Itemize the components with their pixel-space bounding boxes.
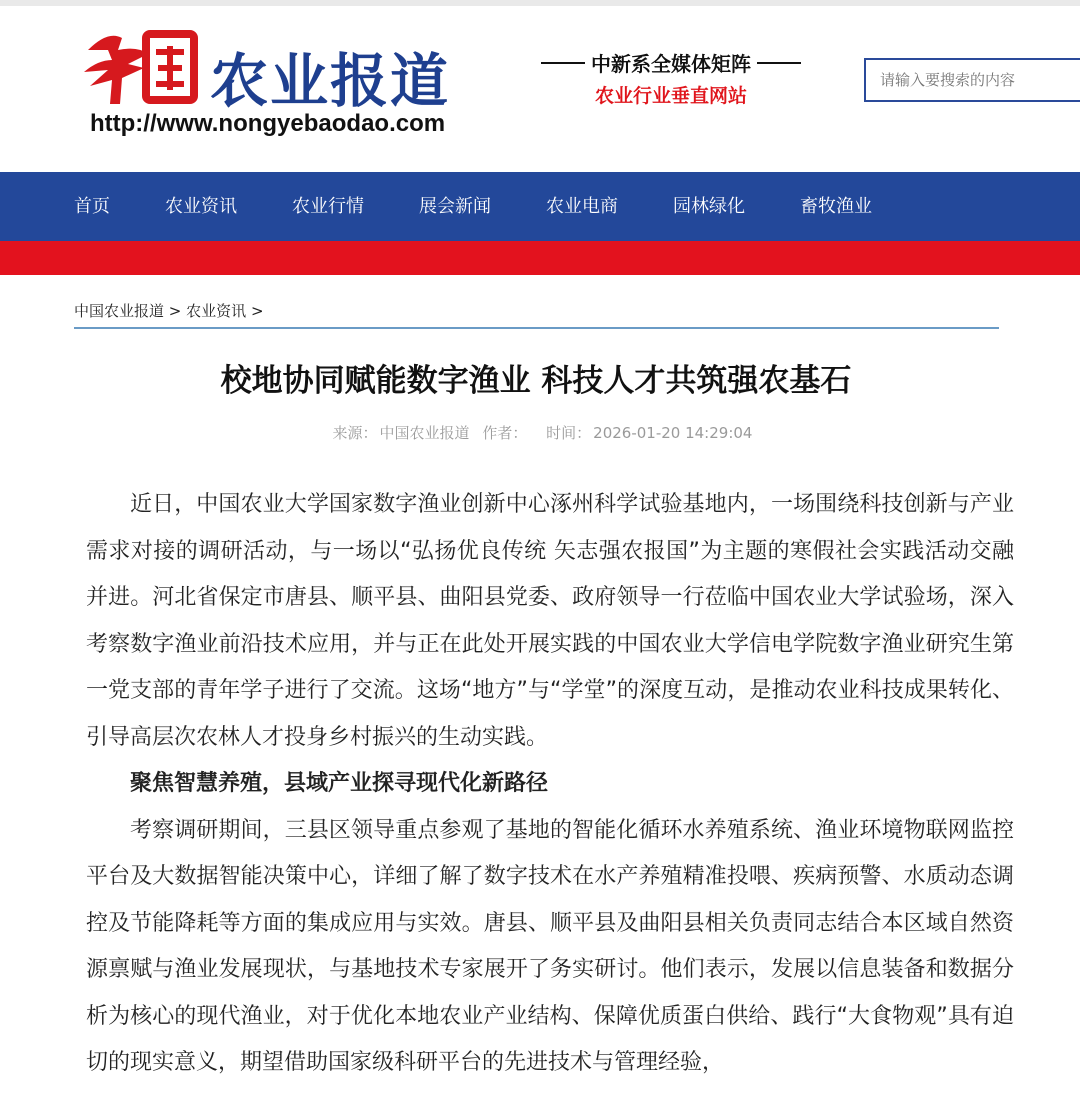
search-input[interactable] (864, 58, 1080, 102)
slogan-line-1 (536, 48, 806, 77)
breadcrumb-home[interactable]: 中国农业报道 (74, 302, 165, 320)
site-header (0, 6, 1080, 172)
breadcrumb-section[interactable]: 农业资讯 (186, 302, 247, 320)
breadcrumb-divider (74, 327, 999, 329)
dash-right (757, 62, 801, 64)
nav-item-agri-news[interactable]: 农业资讯 (165, 196, 237, 217)
main-nav (0, 172, 1080, 241)
slogan (536, 48, 806, 108)
breadcrumb-separator: > (250, 302, 264, 320)
nav-item-expo-news[interactable]: 展会新闻 (419, 196, 491, 217)
article-paragraph: 近日，中国农业大学国家数字渔业创新中心涿州科学试验基地内，一场围绕科技创新与产业需求对接的调研活动，与一场以“弘扬优良传统 矢志强农报国”为主题的寒假社会实践活动交融并进。河北省保定市唐县、顺平县、曲阳县党委、政府领导一行莅临中国农业大学试验场，深入考察数字渔业前沿技术应用，并与正在此处开展实践的中国农业大学信电学院数字渔业研究生第一党支部的青年学子进行了交流。这场“地方”与“学堂”的深度互动，是推动农业科技成果转化、引导高层次农林人才投身乡村振兴的生动实践。 (86, 492, 1014, 750)
time-label: 时间： (546, 424, 592, 442)
red-banner-bar (0, 241, 1080, 275)
article-title: 校地协同赋能数字渔业 科技人才共筑强农基石 (220, 363, 852, 399)
slogan-line-1-text: 中新系全媒体矩阵 (591, 52, 751, 76)
nav-item-landscaping[interactable]: 园林绿化 (673, 196, 745, 217)
logo-mark-icon (78, 20, 198, 112)
article-paragraph: 考察调研期间，三县区领导重点参观了基地的智能化循环水养殖系统、渔业环境物联网监控平台及大数据智能决策中心，详细了解了数字技术在水产养殖精准投喂、疾病预警、水质动态调控及节能降耗等方面的集成应用与实效。唐县、顺平县及曲阳县相关负责同志结合本区域自然资源禀赋与渔业发展现状，与基地技术专家展开了务实研讨。他们表示，发展以信息装备和数据分析为核心的现代渔业，对于优化本地农业产业结构、保障优质蛋白供给、践行“大食物观”具有迫切的现实意义，期望借助国家级科研平台的先进技术与管理经验， (86, 817, 1014, 1075)
nav-item-home[interactable]: 首页 (74, 196, 110, 217)
breadcrumb-separator: > (168, 302, 182, 320)
time-value: 2026-01-20 14:29:04 (593, 424, 753, 442)
site-logo[interactable] (78, 12, 498, 137)
nav-item-agri-market[interactable]: 农业行情 (292, 196, 364, 217)
logo-text: 农业报道 (210, 47, 451, 115)
author-label: 作者： (482, 424, 528, 442)
nav-item-livestock-fishery[interactable]: 畜牧渔业 (800, 196, 872, 217)
source-value: 中国农业报道 (379, 424, 470, 442)
logo-title (206, 34, 450, 118)
article-meta (0, 422, 1080, 443)
nav-item-agri-ecommerce[interactable]: 农业电商 (546, 196, 618, 217)
article-subheading: 聚焦智慧养殖，县域产业探寻现代化新路径 (130, 771, 549, 796)
dash-left (541, 62, 585, 64)
slogan-line-2: 农业行业垂直网站 (594, 85, 747, 107)
article-body (86, 482, 1014, 1087)
breadcrumb (74, 300, 264, 321)
site-url: http://www.nongyebaodao.com (90, 110, 446, 137)
source-label: 来源： (332, 424, 378, 442)
